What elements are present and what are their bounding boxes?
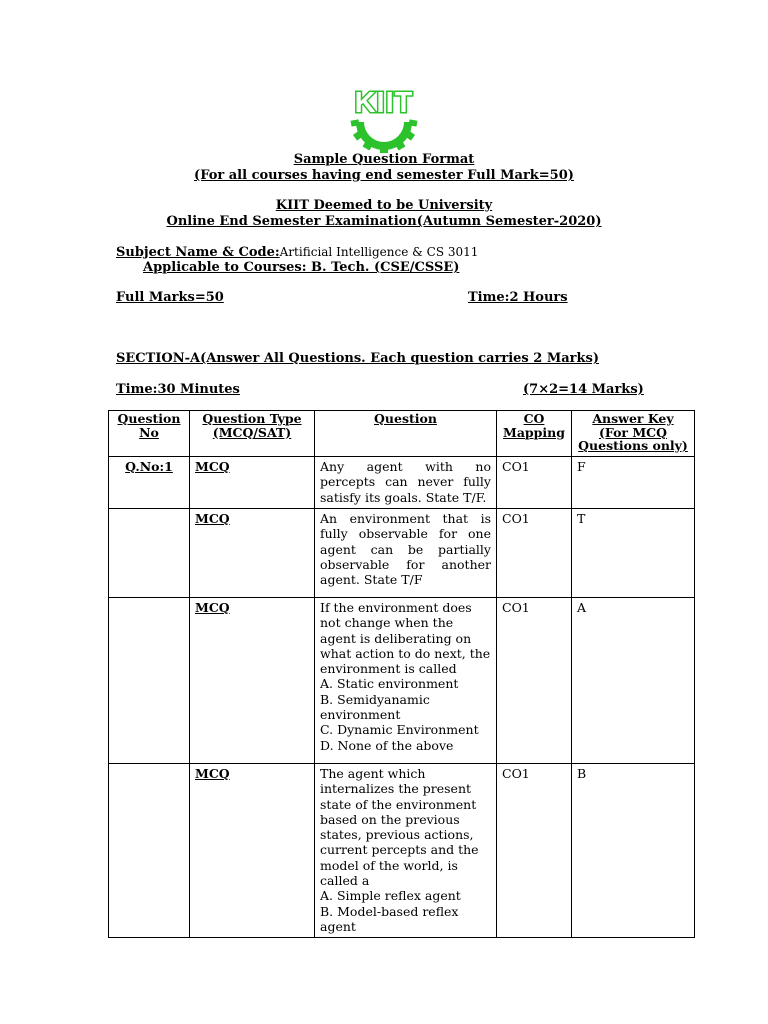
full-marks: Full Marks=50: [116, 290, 224, 305]
answer-key: B: [572, 764, 695, 938]
section-time: Time:30 Minutes: [116, 382, 240, 397]
question-table: [108, 410, 695, 938]
question-text: An environment that is fully observable for one agent can be partially observable for another agent. State T/F: [315, 509, 497, 598]
question-text: The agent which internalizes the present state of the environment based on the previous states, previous actions, current percepts and the model of the world, is called a: [320, 766, 479, 889]
header-question: Question: [315, 411, 497, 457]
question-type: MCQ: [190, 457, 315, 509]
option-b: B. Semidyanamic environment: [320, 691, 430, 723]
logo-wordmark: KIIT: [354, 87, 414, 119]
question-text: Any agent with no percepts can never fully satisfy its goals. State T/F.: [315, 457, 497, 509]
question-type: MCQ: [190, 764, 315, 938]
question-cell: [315, 598, 497, 764]
university-name: KIIT Deemed to be University: [275, 198, 493, 213]
section-title: SECTION-A(Answer All Questions. Each question carries 2 Marks): [116, 351, 599, 366]
header-question-type: Question Type (MCQ/SAT): [190, 411, 315, 457]
question-text: If the environment does not change when the agent is deliberating on what action to do next, the environment is called: [320, 600, 491, 677]
header-question-no: Question No: [109, 411, 190, 457]
table-row: [109, 764, 695, 938]
format-title: Sample Question Format: [293, 152, 475, 167]
option-d: D. None of the above: [320, 737, 454, 753]
answer-key: A: [572, 598, 695, 764]
subject-line: [116, 244, 478, 261]
co-mapping: CO1: [497, 457, 572, 509]
exam-title: Online End Semester Examination(Autumn Semester-2020): [166, 214, 602, 229]
format-subtitle: (For all courses having end semester Full Mark=50): [194, 168, 574, 183]
option-a: A. Static environment: [320, 676, 459, 692]
question-cell: [315, 764, 497, 938]
table-row: [109, 598, 695, 764]
co-mapping: CO1: [497, 598, 572, 764]
answer-key: T: [572, 509, 695, 598]
table-header-row: [109, 411, 695, 457]
header-co-mapping: CO Mapping: [497, 411, 572, 457]
header-answer-key: Answer Key (For MCQ Questions only): [572, 411, 695, 457]
subject-value: Artificial Intelligence & CS 3011: [279, 245, 479, 259]
question-type: MCQ: [190, 509, 315, 598]
co-mapping: CO1: [497, 764, 572, 938]
table-row: [109, 457, 695, 509]
option-a: A. Simple reflex agent: [320, 888, 461, 904]
question-number: [109, 509, 190, 598]
section-marks: (7×2=14 Marks): [523, 382, 644, 397]
table-row: [109, 509, 695, 598]
co-mapping: CO1: [497, 509, 572, 598]
kiit-logo: [334, 82, 434, 154]
option-c: C. Dynamic Environment: [320, 722, 479, 738]
total-time: Time:2 Hours: [468, 290, 568, 305]
question-number: Q.No:1: [109, 457, 190, 509]
answer-key: F: [572, 457, 695, 509]
question-type: MCQ: [190, 598, 315, 764]
question-number: [109, 598, 190, 764]
subject-label: Subject Name & Code:: [116, 245, 280, 260]
option-b: B. Model-based reflex agent: [320, 903, 459, 934]
question-number: [109, 764, 190, 938]
applicable-courses: Applicable to Courses: B. Tech. (CSE/CSSE): [143, 260, 460, 275]
